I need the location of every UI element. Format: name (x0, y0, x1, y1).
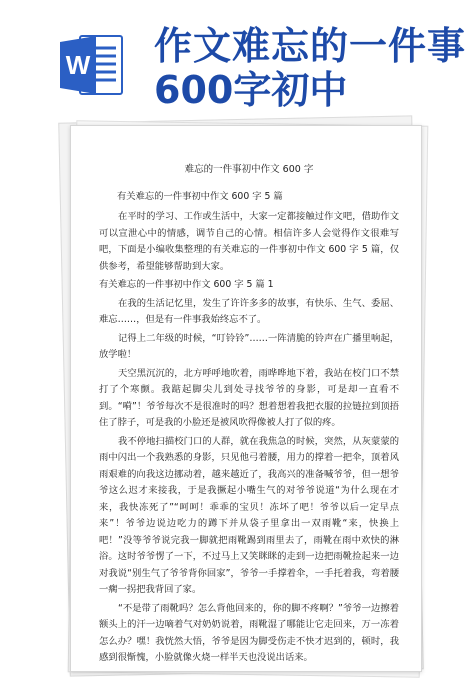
essay-paragraph: “不是带了雨靴吗？怎么背他回来的，你的脚不疼啊？”爷爷一边擦着额头上的汗一边嘀着气对奶奶说着，雨靴湿了哪能让它走回来，万一冻着怎么办？嘿！我恍然大悟，爷爷是因为脚受伤走不快才迟到的，顿时，我感到很惭愧，小脸就像火烧一样半天也没说出话来。 (99, 602, 399, 663)
title-line-1: 作文难忘的一件事 (154, 24, 467, 68)
document-title: 难忘的一件事初中作文 600 字 (184, 164, 314, 175)
document-body (99, 162, 399, 669)
page-title (154, 24, 466, 112)
document-preview[interactable] (70, 125, 420, 670)
essay-paragraph: 记得上二年级的时候，“叮铃铃”……一阵清脆的铃声在广播里响起，放学啦！ (99, 332, 399, 360)
word-logo-letter: W (65, 50, 91, 80)
essay-paragraph: 我不停地扫描校门口的人群，就在我焦急的时候，突然，从灰蒙蒙的雨中闪出一个我熟悉的身影，只见他弓着腰，用力的撑着一把伞，顶着风雨艰难的向我这边挪动着，越来越近了，我高兴的准备喊爷爷，但一想爷爷这么迟才来接我，于是我撅起小嘴生气的对爷爷说道“为什么现在才来，我快冻死了”“呵呵！乖乖的宝贝！冻坏了吧！爷爷以后一定早点来”！爷爷边说边吃力的蹲下并从袋子里拿出一双雨靴“来，快换上吧！”没等爷爷说完我一脚就把雨靴踢到雨里去了，雨靴在雨中欢快的淋浴。这时爷爷愣了一下，不过马上又笑眯眯的走到一边把雨靴捡起来一边对我说“别生气了爷爷背你回家”，爷爷一手撑着伞，一手托着我，弯着腰一瘸一拐把我背回了家。 (99, 435, 399, 595)
essay-paragraph: 在我的生活记忆里，发生了许许多多的故事，有快乐、生气、委屈、难忘……，但是有一件事我始终忘不了。 (99, 297, 399, 325)
document-subtitle: 有关难忘的一件事初中作文 600 字 5 篇 (117, 190, 283, 202)
title-line-2: 600字初中 (154, 68, 348, 112)
intro-paragraph: 在平时的学习、工作或生活中，大家一定都接触过作文吧，借助作文可以宣泄心中的情感，调节自己的心情。相信许多人会觉得作文很难写吧，下面是小编收集整理的有关难忘的一件事初中作文 600 字 5 篇，仅供参考，希望能够帮助到大家。 (99, 211, 399, 272)
document-page (70, 125, 422, 672)
section-heading: 有关难忘的一件事初中作文 600 字 5 篇 1 (99, 279, 274, 290)
word-document-icon (58, 32, 124, 98)
essay-paragraph: 天空黑沉沉的，北方呼呼地吹着，雨哗哗地下着，我站在校门口不禁打了个寒颤。我踮起脚尖儿到处寻找爷爷的身影，可是却一直看不到。“嗬”！爷爷每次不是很准时的吗？想着想着我把衣服的拉链拉到顶捂住了脖子，可是我的小脸还是被风吹得像被人打了似的疼。 (99, 367, 399, 428)
banner-header (0, 0, 474, 120)
